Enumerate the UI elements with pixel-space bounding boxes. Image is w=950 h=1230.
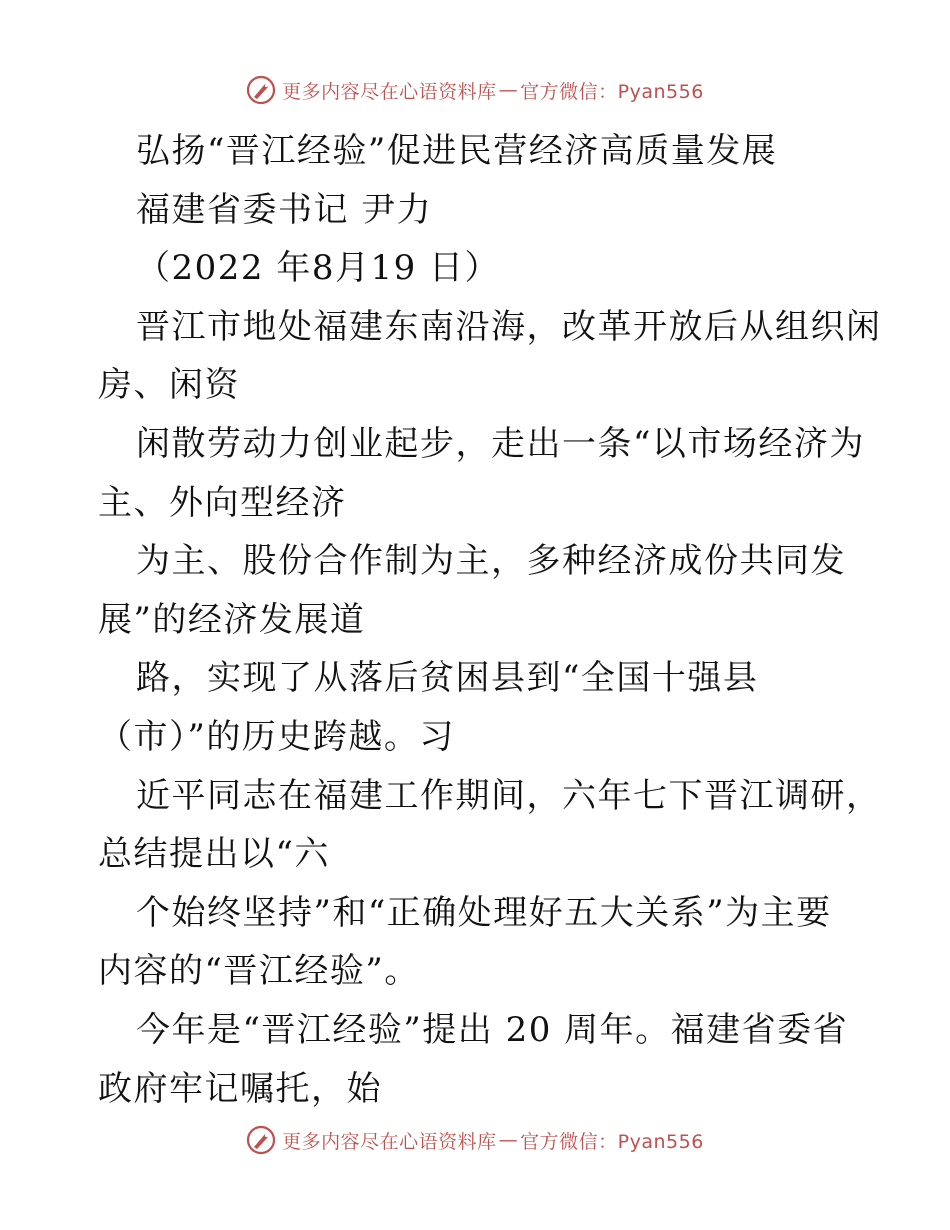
paragraph-line: （市）”的历史跨越。习	[98, 716, 455, 757]
paragraph-line: 主、外向型经济	[98, 482, 347, 523]
watermark-contact-text: 官方微信：Pyan556	[520, 80, 704, 103]
watermark-site-text: 更多内容尽在心语资料库	[282, 80, 497, 103]
document-title: 弘扬“晋江经验”促进民营经济高质量发展	[136, 131, 778, 171]
paragraph-line: 近平同志在福建工作期间，六年七下晋江调研，	[136, 775, 882, 816]
paragraph-line: 展”的经济发展道	[98, 599, 366, 640]
paragraph-line: 个始终坚持”和“正确处理好五大关系”为主要	[136, 892, 832, 933]
watermark-separator: —	[498, 1129, 519, 1151]
paragraph-line: 晋江市地处福建东南沿海，改革开放后从组织闲	[136, 306, 882, 347]
watermark-contact-text: 官方微信：Pyan556	[520, 1130, 704, 1153]
pen-nib-logo-icon	[246, 1125, 276, 1155]
paragraph-line: 路，实现了从落后贫困县到“全国十强县	[136, 658, 759, 699]
document-author: 福建省委书记 尹力	[136, 189, 433, 230]
paragraph-line: 房、闲资	[98, 365, 240, 406]
watermark-site-text: 更多内容尽在心语资料库	[282, 1130, 497, 1153]
paragraph-line: 为主、股份合作制为主，多种经济成份共同发	[136, 541, 846, 582]
watermark-separator: —	[498, 79, 519, 101]
paragraph-line: 政府牢记嘱托，始	[98, 1068, 382, 1109]
pen-nib-logo-icon	[246, 75, 276, 105]
paragraph-line: 总结提出以“六	[98, 834, 330, 875]
document-date: （2022 年8月19 日）	[136, 248, 501, 289]
document-body	[98, 122, 882, 1118]
paragraph-line: 内容的“晋江经验”。	[98, 951, 420, 992]
header-watermark	[0, 72, 950, 108]
paragraph-line: 闲散劳动力创业起步，走出一条“以市场经济为	[136, 423, 865, 464]
footer-watermark	[0, 1122, 950, 1158]
paragraph-line: 今年是“晋江经验”提出 20 周年。福建省委省	[136, 1009, 849, 1050]
